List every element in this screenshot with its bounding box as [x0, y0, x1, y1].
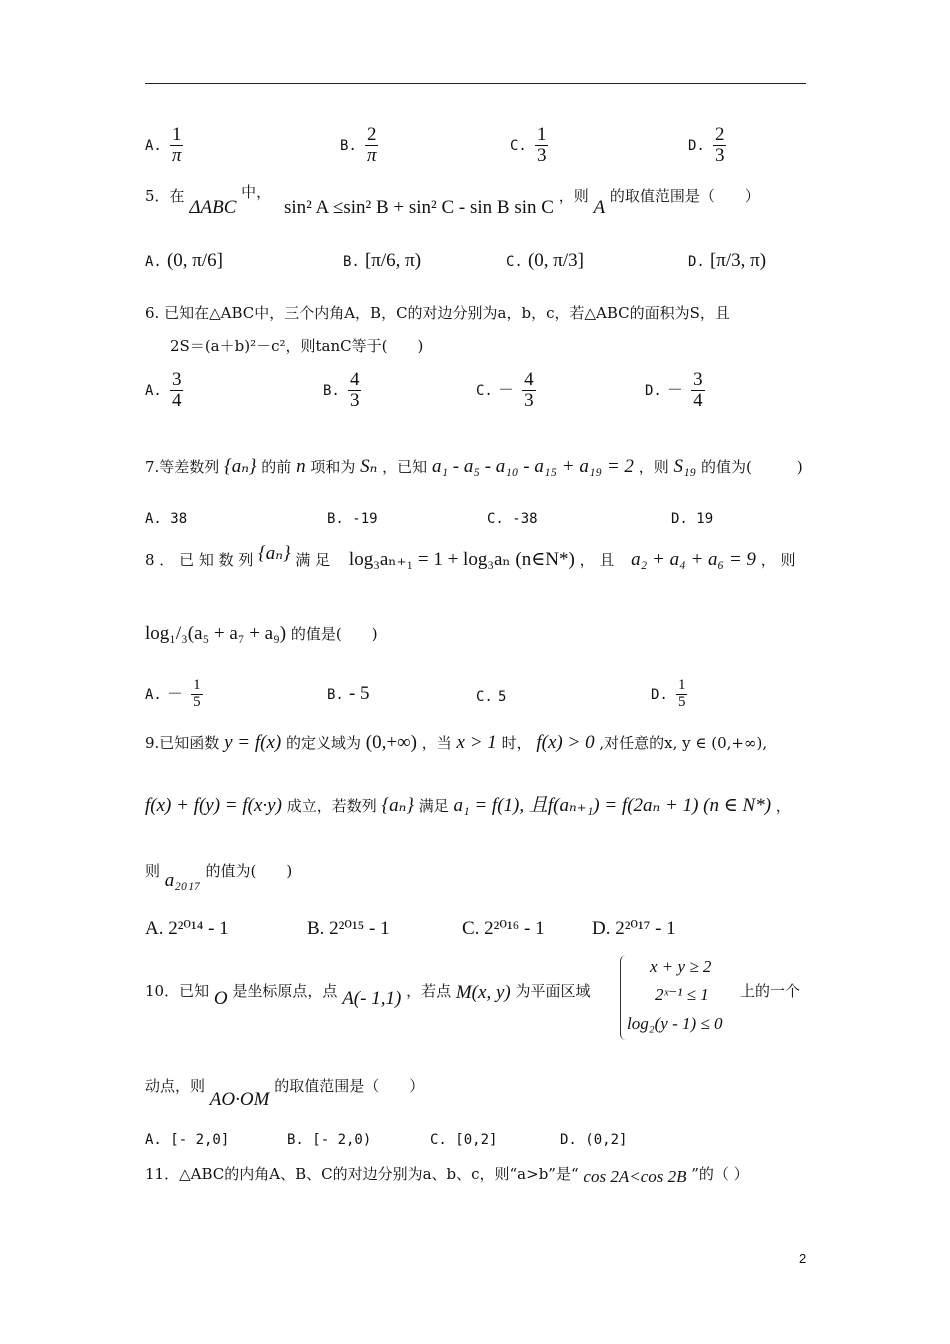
q9-option-d: D. 2²⁰¹⁷ - 1 [592, 918, 676, 939]
system-line-1: x + y ≥ 2 [650, 957, 712, 976]
q7-option-c: C. -38 [487, 511, 538, 527]
q10-option-d: D. (0,2] [560, 1132, 628, 1148]
q10-stem-tail: 上的一个 [740, 982, 801, 1000]
q5-option-d: D. [π/3, π) [688, 250, 767, 271]
q9-line-1: 9.已知函数 y = f(x) 的定义域为 (0,+∞) ，当 x > 1 时， f(x) > 0 ,对任意的x, y ∈ (0,+∞), [145, 732, 768, 753]
q5-stem: 5．在 ΔABC 中， sin² A ≤sin² B + sin² C - sin B sin C ，则 A 的取值范围是（ ） [145, 183, 760, 218]
q7-option-d: D. 19 [671, 511, 714, 527]
q8-option-d: D. $\frac{1}{5}$ [651, 677, 686, 710]
q8-option-a: A. － $\frac{1}{5}$ [145, 677, 201, 710]
q4-option-d: D. $\frac{2}{3}$ [688, 124, 725, 166]
q5-option-a: A. (0, π/6] [145, 250, 223, 271]
q6-option-b: B. $\frac{4}{3}$ [323, 369, 360, 411]
q9-option-b: B. 2²⁰¹⁵ - 1 [307, 918, 390, 939]
page-number: 2 [799, 1251, 807, 1266]
header-rule [145, 83, 806, 84]
q4-option-a: A. $\frac{1}{\pi}$ [145, 124, 182, 166]
q6-option-d: D. － $\frac{3}{4}$ [645, 369, 703, 411]
q8-expression: log₁/₃(a₅ + a₇ + a₉) 的值是( ) [145, 623, 378, 644]
q9-option-a: A. 2²⁰¹⁴ - 1 [145, 918, 229, 939]
system-line-3: log₂(y - 1) ≤ 0 [627, 1014, 723, 1033]
q7-stem: 7.等差数列 {aₙ} 的前 n 项和为 Sₙ ，已知 a₁ - a₅ - a₁₀ - a₁₅ + a₁₉ = 2 ，则 S₁₉ 的值为( ) [145, 456, 803, 477]
q10-option-c: C. [0,2] [430, 1132, 498, 1148]
q6-line-2: 2S＝(a＋b)²－c²，则tanC等于( ) [170, 337, 424, 355]
q10-option-a: A. [- 2,0] [145, 1132, 230, 1148]
q8-option-c: C. 5 [476, 689, 507, 705]
q10-line-2: 动点，则 AO·OM 的取值范围是（ ） [145, 1077, 425, 1110]
q8-option-b: B. - 5 [327, 683, 370, 704]
q11-stem: 11．△ABC的内角A、B、C的对边分别为a、b、c，则“a>b”是“ cos 2A<cos 2B ”的（ ） [145, 1165, 749, 1186]
q6-option-a: A. $\frac{3}{4}$ [145, 369, 182, 411]
q7-option-b: B. -19 [327, 511, 378, 527]
system-line-2: 2ˣ⁻¹ ≤ 1 [655, 985, 709, 1004]
q4-option-b: B. $\frac{2}{\pi}$ [340, 124, 377, 166]
q5-option-c: C. (0, π/3] [506, 250, 584, 271]
q10-option-b: B. [- 2,0) [287, 1132, 372, 1148]
q6-option-c: C. － $\frac{4}{3}$ [476, 369, 534, 411]
q8-stem: 8 ． 已 知 数 列 {aₙ} 满 足 log₃aₙ₊₁ = 1 + log₃aₙ (n∈N*) ， 且 a₂ + a₄ + a₆ = 9 ， 则 [145, 543, 796, 570]
q9-line-2: f(x) + f(y) = f(x·y) 成立，若数列 {aₙ} 满足 a₁ = f(1), 且f(aₙ₊₁) = f(2aₙ + 1) (n ∈ N*) ， [145, 795, 791, 816]
q6-line-1: 6. 已知在△ABC中，三个内角A，B，C的对边分别为a，b，c，若△ABC的面积为S，且 [145, 304, 730, 322]
q4-option-c: C. $\frac{1}{3}$ [510, 124, 547, 166]
q9-line-3: 则 a₂₀₁₇ 的值为( ) [145, 862, 293, 891]
q7-option-a: A. 38 [145, 511, 188, 527]
q9-option-c: C. 2²⁰¹⁶ - 1 [462, 918, 545, 939]
q10-stem: 10．已知 O 是坐标原点，点 A(- 1,1) ，若点 M(x, y) 为平面区域 [145, 982, 591, 1009]
q5-option-b: B. [π/6, π) [343, 250, 422, 271]
